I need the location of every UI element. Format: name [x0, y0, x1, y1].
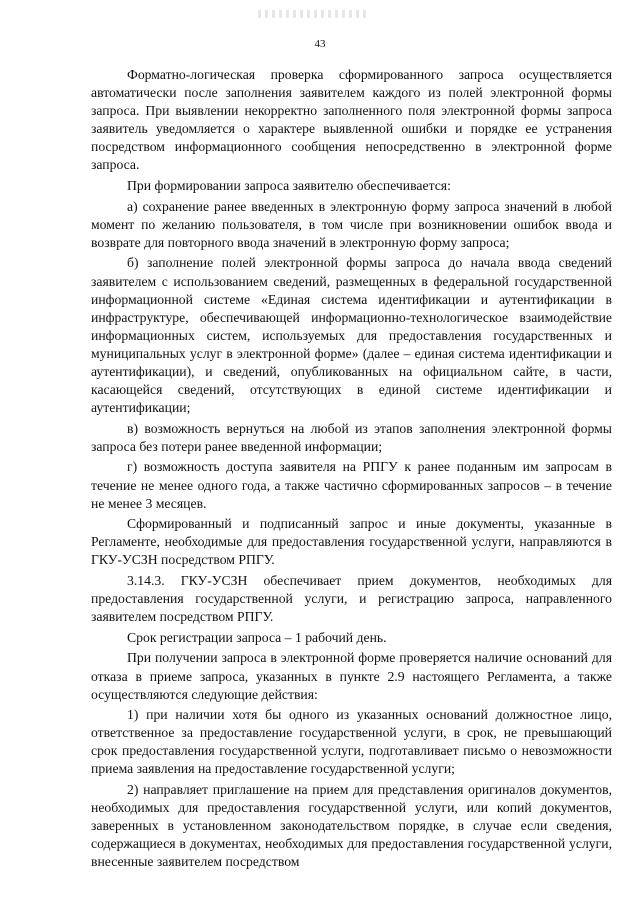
paragraph-action-2: 2) направляет приглашение на прием для представления оригиналов документов, необходимых для предоставления государственной услуги, или копий документов, заверенных в установленном законодательством порядке, в случае если сведения, содержащиеся в документах, необходимых для предоставления государственной услуги, внесенные заявителем посредством	[91, 782, 612, 870]
paragraph-item-v: в) возможность вернуться на любой из этапов заполнения электронной формы запроса без потери ранее введенной информации;	[91, 420, 612, 454]
paragraph-section-3-14-3: 3.14.3. ГКУ-УСЗН обеспечивает прием документов, необходимых для предоставления государственной услуги, и регистрацию запроса, направленного заявителем посредством РПГУ.	[91, 573, 612, 625]
paragraph-request-sent: Сформированный и подписанный запрос и иные документы, указанные в Регламенте, необходимые для предоставления государственной услуги, направляются в ГКУ-УСЗН посредством РПГУ.	[91, 516, 612, 568]
body-text	[91, 66, 612, 874]
paragraph-format-check: Форматно-логическая проверка сформированного запроса осуществляется автоматически после заполнения заявителем каждого из полей электронной формы запроса. При выявлении некорректно заполненного поля электронной формы запроса заявитель уведомляется о характере выявленной ошибки и порядке ее устранения посредством информационного сообщения непосредственно в электронной форме запроса.	[91, 67, 612, 173]
paragraph-item-b: б) заполнение полей электронной формы запроса до начала ввода сведений заявителем с использованием сведений, размещенных в федеральной государственной информационной системе «Единая система идентификации и аутентификации в инфраструктуре, обеспечивающей информационно-технологическое взаимодействие информационных систем, используемых для предоставления государственных и муниципальных услуг в электронной форме» (далее – единая система идентификации и аутентификации), и сведений, опубликованных на официальном сайте, в части, касающейся сведений, отсутствующих в единой системе идентификации и аутентификации;	[91, 255, 612, 416]
paragraph-item-a: а) сохранение ранее введенных в электронную форму запроса значений в любой момент по желанию пользователя, в том числе при возникновении ошибок ввода и возврате для повторного ввода значений в электронную форму запроса;	[91, 198, 612, 250]
page-number: 43	[314, 38, 326, 50]
paragraph-item-g: г) возможность доступа заявителя на РПГУ к ранее поданным им запросам в течение не менее одного года, а также частично сформированных запросов – в течение не менее 3 месяцев.	[91, 459, 612, 511]
paragraph-registration-term: Срок регистрации запроса – 1 рабочий день.	[127, 629, 387, 645]
paragraph-provisions-intro: При формировании запроса заявителю обеспечивается:	[127, 178, 451, 194]
paragraph-on-receipt: При получении запроса в электронной форме проверяется наличие оснований для отказа в приеме запроса, указанных в пункте 2.9 настоящего Регламента, а также осуществляются следующие действия:	[91, 650, 612, 702]
paragraph-action-1: 1) при наличии хотя бы одного из указанных оснований должностное лицо, ответственное за предоставление государственной услуги, в срок, не превышающий срок предоставления государственной услуги, подготавливает письмо о невозможности приема заявления на предоставление государственной услуги;	[91, 707, 612, 777]
scan-artifact	[258, 10, 368, 18]
